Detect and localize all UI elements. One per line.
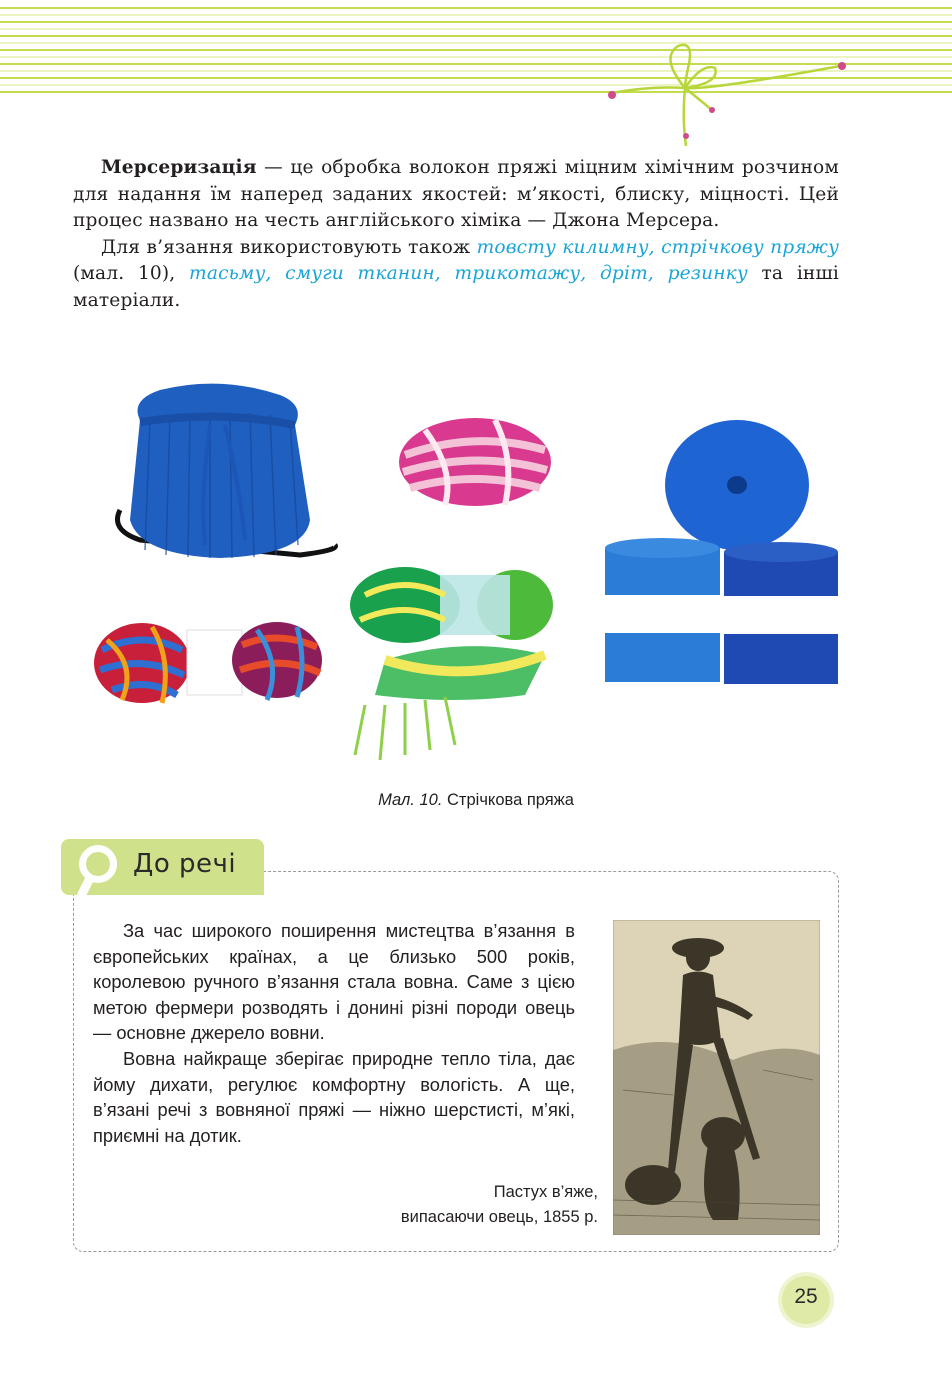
materials-tail: та інші матеріали. (73, 263, 840, 311)
engraving-caption (330, 1180, 598, 1230)
figure-caption (0, 791, 952, 810)
shepherd-engraving-image (613, 920, 820, 1235)
magnifier-icon (66, 838, 126, 900)
knitted-bag-image (100, 380, 340, 580)
engraving-caption-line-2: випасаючи овець, 1855 р. (400, 1208, 598, 1226)
pink-ribbon-yarn-image (395, 410, 555, 515)
engraving-caption-line-1: Пастух в’яже, (493, 1183, 598, 1201)
figure-title: Стрічкова пряжа (442, 791, 574, 809)
multicolor-ribbon-yarn-image (92, 615, 327, 715)
page-number: 25 (794, 1285, 818, 1308)
info-box-title: До речі (133, 849, 237, 879)
figure-label: Мал. 10. (378, 791, 443, 809)
blue-tshirt-yarn-cones-image (602, 420, 842, 690)
info-paragraph-2: Вовна найкраще зберігає природне тепло тіла, дає йому дихати, регулює комфортну вологість. А ще, в’язані речі з вовняної пряжі — ніжно шерстисті, м’які, приємні на дотик. (93, 1047, 575, 1146)
materials-paragraph (73, 235, 839, 315)
info-paragraph-1: За час широкого поширення мистецтва в’язання в європейських країнах, а це близько 500 років, королевою ручного в’язання стала вовна. Саме з цією метою фермери розводять і донині різні породи овець — основне джерело вовни. (93, 920, 575, 1044)
main-text (73, 155, 839, 314)
info-box-text (93, 918, 575, 1148)
mercerization-definition: — це обробка волокон пряжі міцним хімічним розчином для надання їм наперед заданих якостей: м’якості, блиску, міцності. Цей процес названо на честь англійського хіміка — Джона Мерсера. (73, 157, 839, 231)
mercerization-paragraph (73, 155, 839, 235)
materials-highlight-1: товсту килимну, стрічкову пряжу (476, 236, 840, 258)
materials-highlight-2: тасьму, смуги тканин, трикотажу, дріт, резинку (189, 263, 748, 284)
figure-reference: (мал. 10), (73, 263, 190, 284)
green-ribbon-yarn-image (345, 565, 555, 765)
ribbon-bow-decoration (590, 38, 860, 153)
materials-lead: Для в’язання використовують також (101, 236, 477, 258)
term-mercerization: Мерсеризація (101, 157, 257, 178)
